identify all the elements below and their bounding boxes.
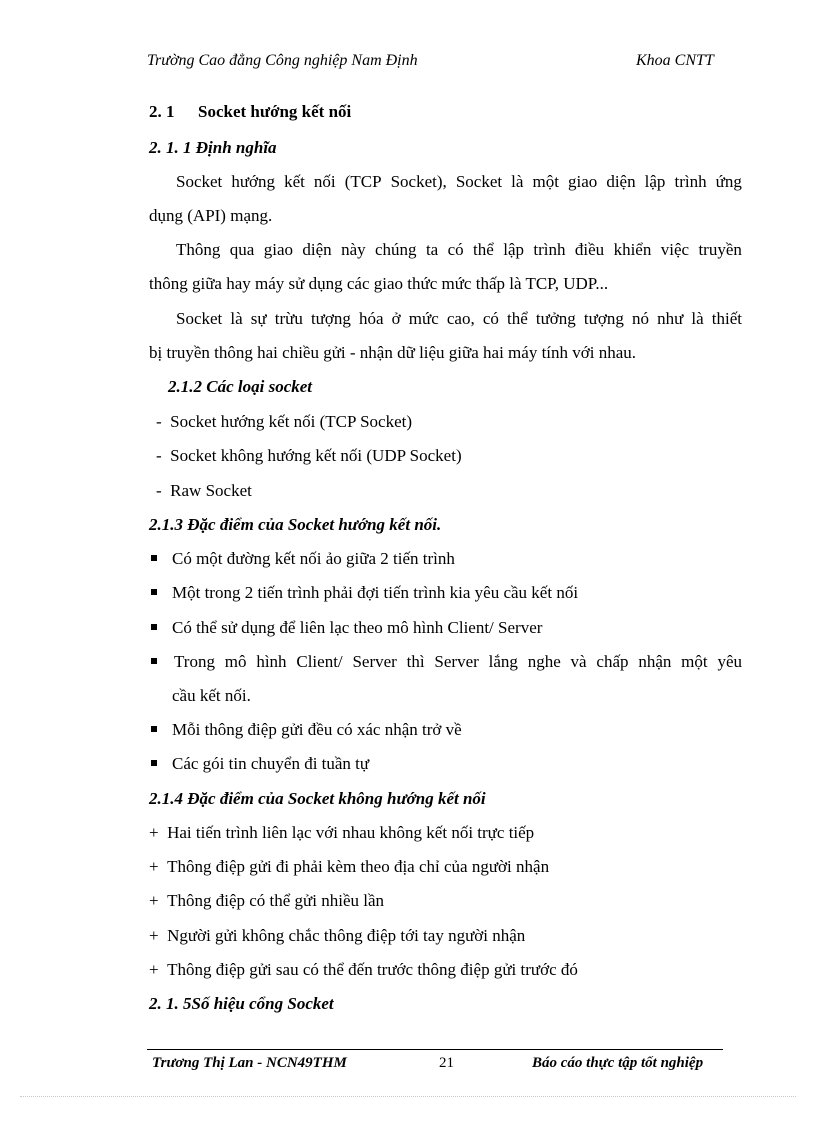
footer-author: Trương Thị Lan - NCN49THM <box>152 1055 347 1071</box>
list-item: Mỗi thông điệp gửi đều có xác nhận trở về <box>172 720 462 739</box>
word: Thông <box>176 240 221 259</box>
word: Trong <box>174 652 215 671</box>
word: này <box>341 240 366 259</box>
list-item: + Thông điệp gửi đi phải kèm theo địa chỉ của người nhận <box>149 857 550 876</box>
paragraph-line <box>176 240 742 260</box>
word: truyền <box>698 240 742 259</box>
subsection-title-definition: 2. 1. 1 Định nghĩa <box>149 138 277 157</box>
list-item: + Thông điệp gửi sau có thể đến trước thông điệp gửi trước đó <box>149 960 578 979</box>
word: yêu <box>717 652 742 671</box>
list-item <box>174 652 742 672</box>
word: Client/ <box>296 652 343 671</box>
section-title: Socket hướng kết nối <box>198 102 352 121</box>
word: hướng <box>231 172 276 191</box>
list-item: + Thông điệp có thể gửi nhiều lần <box>149 891 385 910</box>
word: chúng <box>375 240 417 259</box>
square-bullet-icon <box>151 726 157 732</box>
word: chấp <box>596 652 629 671</box>
word: ở <box>391 309 401 328</box>
word: ta <box>425 240 439 259</box>
subsection-title-udp-features: 2.1.4 Đặc điểm của Socket không hướng kết nối <box>149 789 486 808</box>
word: khiển <box>613 240 652 259</box>
word: Socket <box>176 172 223 191</box>
word: diện <box>302 240 332 259</box>
list-item: - Socket hướng kết nối (TCP Socket) <box>156 412 413 431</box>
footer-report-title: Báo cáo thực tập tốt nghiệp <box>532 1055 704 1071</box>
word: tượng <box>583 309 624 328</box>
word: Socket), <box>390 172 447 191</box>
list-item: - Socket không hướng kết nối (UDP Socket) <box>156 446 462 465</box>
word: thể <box>506 309 528 328</box>
word: là <box>230 309 243 328</box>
word: tưởng <box>535 309 576 328</box>
word: có <box>447 240 464 259</box>
word: hóa <box>359 309 384 328</box>
word: nó <box>631 309 649 328</box>
list-item: Một trong 2 tiến trình phải đợi tiến trình kia yêu cầu kết nối <box>172 583 579 602</box>
subsection-title-tcp-features: 2.1.3 Đặc điểm của Socket hướng kết nối. <box>149 515 442 534</box>
word: sự <box>250 309 267 328</box>
word: là <box>691 309 704 328</box>
word: điều <box>574 240 605 259</box>
square-bullet-icon <box>151 624 157 630</box>
word: việc <box>660 240 690 259</box>
list-item: Có một đường kết nối ảo giữa 2 tiến trình <box>172 549 455 568</box>
word: diện <box>606 172 636 191</box>
word: (TCP <box>344 172 382 191</box>
word: thể <box>473 240 494 259</box>
word: giao <box>263 240 293 259</box>
word: trình <box>533 240 566 259</box>
square-bullet-icon <box>151 658 157 664</box>
footer-divider <box>147 1049 723 1050</box>
word: nghe <box>527 652 561 671</box>
word: có <box>482 309 499 328</box>
word: trừu <box>274 309 303 328</box>
word: nối <box>313 172 336 191</box>
paragraph-line: dụng (API) mạng. <box>149 206 273 225</box>
word: trình <box>674 172 707 191</box>
word: một <box>532 172 559 191</box>
square-bullet-icon <box>151 555 157 561</box>
subsection-title-port-number: 2. 1. 5Số hiệu cổng Socket <box>149 994 334 1013</box>
word: lập <box>503 240 524 259</box>
word: Socket <box>455 172 503 191</box>
word: Socket <box>176 309 223 328</box>
word: tượng <box>310 309 351 328</box>
word: là <box>511 172 524 191</box>
list-item: Các gói tin chuyển đi tuần tự <box>172 754 370 773</box>
paragraph-line <box>176 172 742 192</box>
word: ứng <box>715 172 742 191</box>
word: nhận <box>638 652 672 671</box>
word: lập <box>644 172 666 191</box>
list-item: - Raw Socket <box>156 481 252 500</box>
word: thiết <box>711 309 742 328</box>
list-item: + Hai tiến trình liên lạc với nhau không kết nối trực tiếp <box>149 823 535 842</box>
word: hình <box>256 652 287 671</box>
square-bullet-icon <box>151 589 157 595</box>
subsection-title-types: 2.1.2 Các loại socket <box>168 377 313 396</box>
list-item-continued: cầu kết nối. <box>172 686 251 705</box>
page-boundary <box>20 1096 796 1097</box>
header-right: Khoa CNTT <box>636 52 714 69</box>
paragraph-line <box>176 309 742 329</box>
word: giao <box>567 172 598 191</box>
word: kết <box>284 172 305 191</box>
paragraph-line: bị truyền thông hai chiều gửi - nhận dữ liệu giữa hai máy tính với nhau. <box>149 343 637 362</box>
header-left: Trường Cao đẳng Công nghiệp Nam Định <box>147 52 418 69</box>
section-number: 2. 1 <box>149 102 175 121</box>
word: cao, <box>446 309 475 328</box>
page-number: 21 <box>439 1055 454 1071</box>
word: mức <box>408 309 439 328</box>
paragraph-line: thông giữa hay máy sử dụng các giao thức mức thấp là TCP, UDP... <box>149 274 609 293</box>
word: qua <box>229 240 255 259</box>
word: thì <box>406 652 425 671</box>
word: và <box>570 652 587 671</box>
list-item: + Người gửi không chắc thông điệp tới tay người nhận <box>149 926 526 945</box>
word: Server <box>352 652 397 671</box>
word: một <box>681 652 708 671</box>
word: như <box>657 309 684 328</box>
word: Server <box>434 652 479 671</box>
square-bullet-icon <box>151 760 157 766</box>
word: lắng <box>488 652 518 671</box>
word: mô <box>224 652 247 671</box>
list-item: Có thể sử dụng để liên lạc theo mô hình Client/ Server <box>172 618 543 637</box>
